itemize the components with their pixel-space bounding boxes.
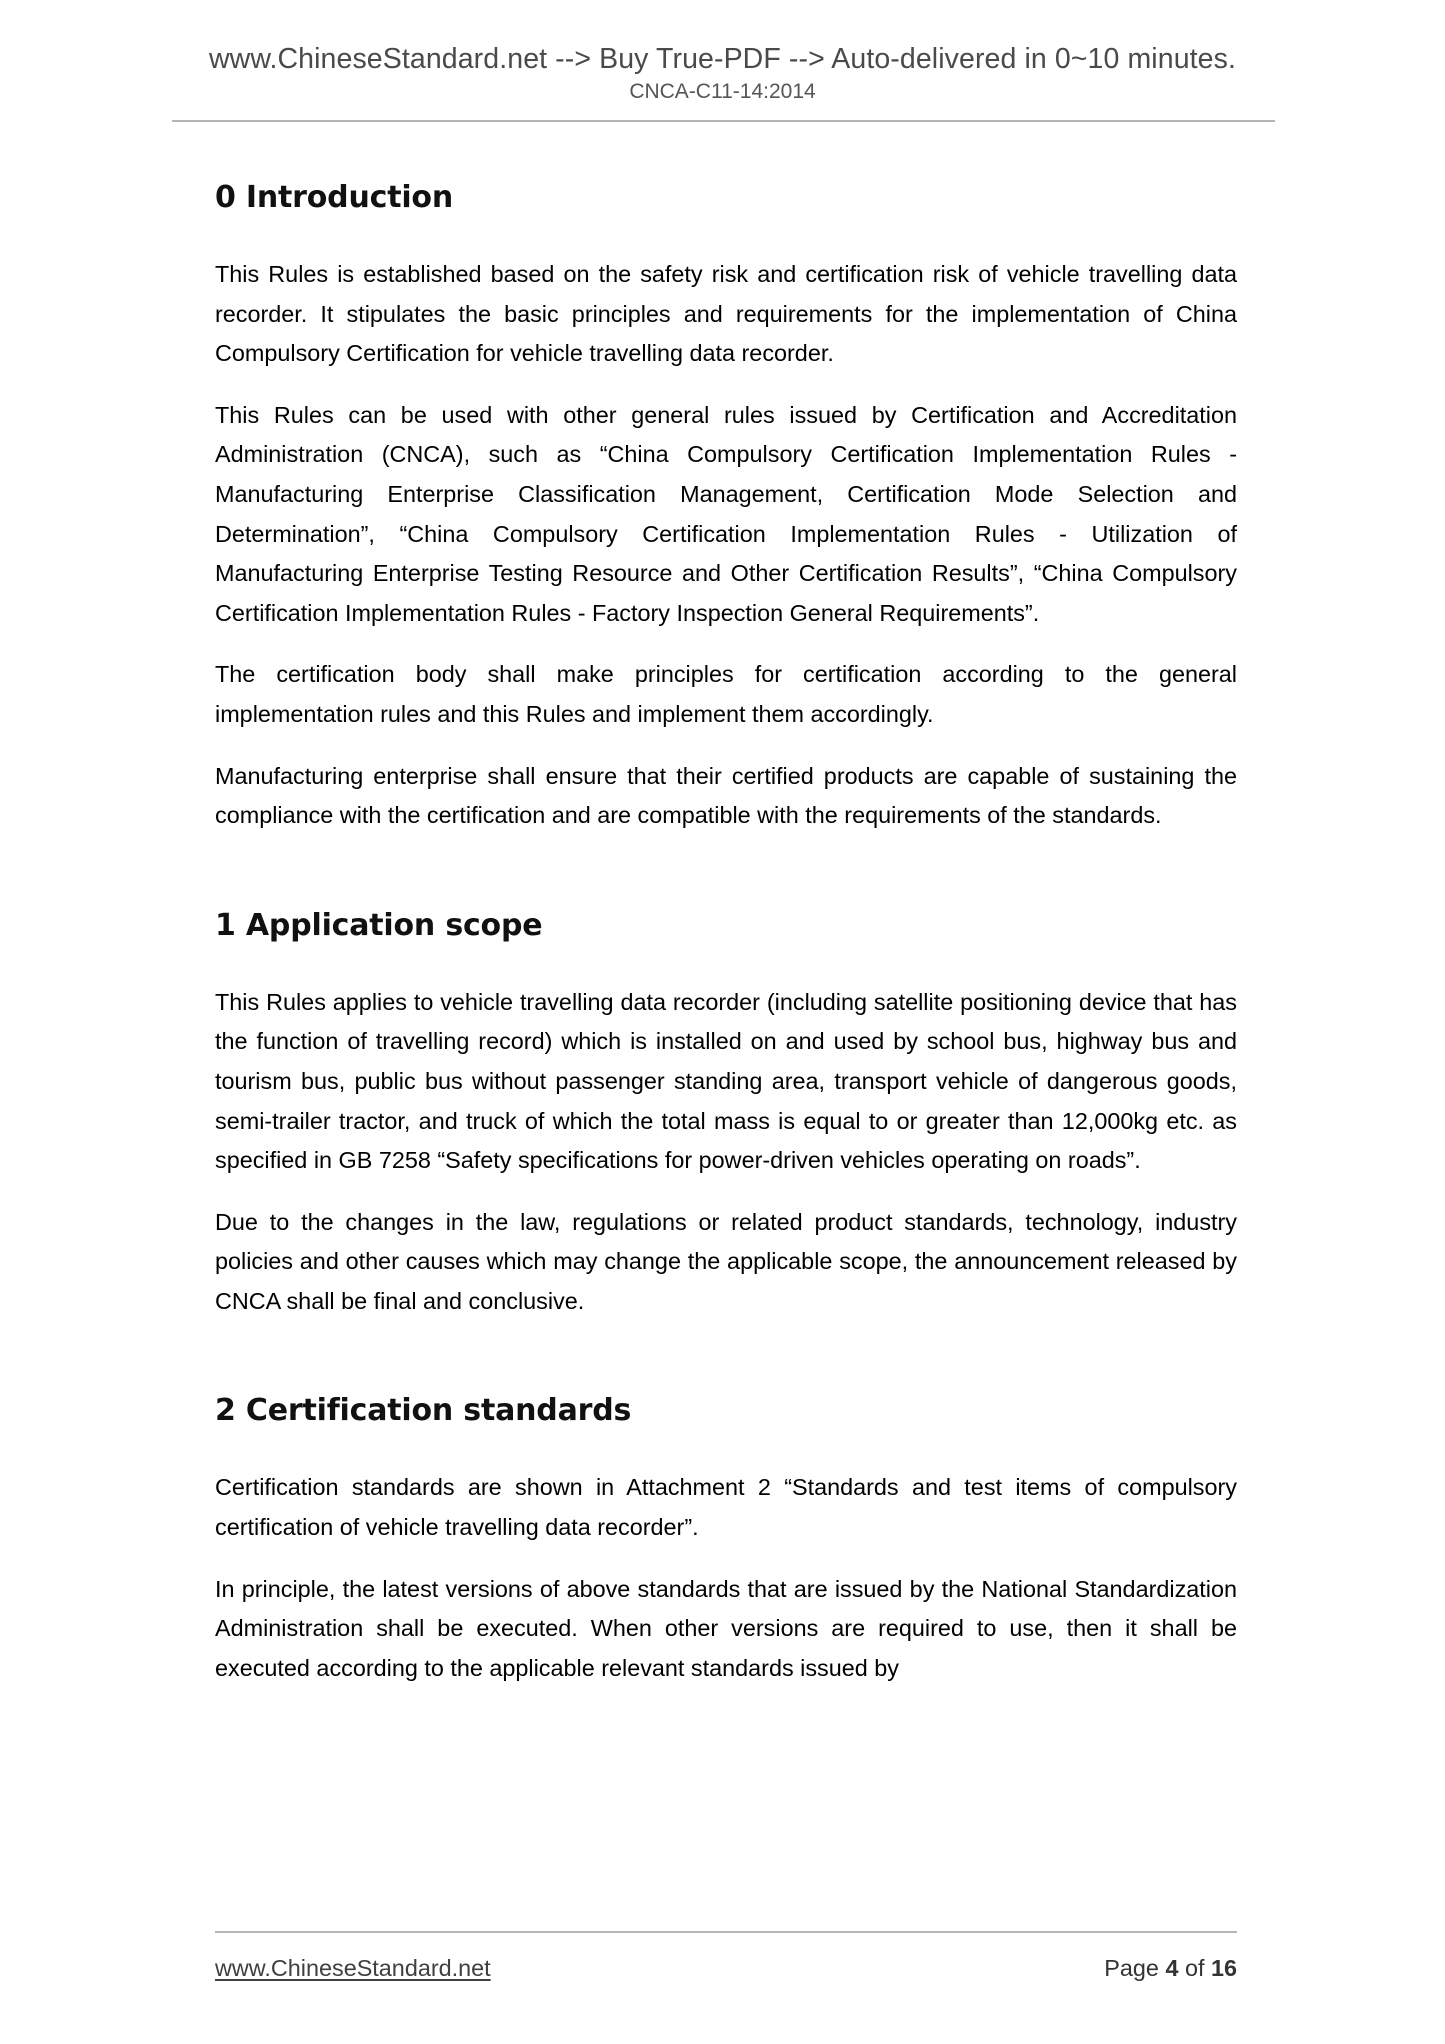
- paragraph-standards-2: In principle, the latest versions of above standards that are issued by the National Standardization Administration shall be executed. When other versions are required to use, then it shall be executed according to the applicable relevant standards issued by: [215, 1575, 1237, 1681]
- paragraph-standards-1: Certification standards are shown in Attachment 2 “Standards and test items of compulsory certification of vehicle travelling data recorder”.: [215, 1474, 1237, 1541]
- footer-website-link[interactable]: www.ChineseStandard.net: [215, 1955, 491, 1981]
- paragraph-intro-1: This Rules is established based on the safety risk and certification risk of vehicle travelling data recorder. It stipulates the basic principles and requirements for the implementation of China Compulsory Certification for vehicle travelling data recorder.: [215, 261, 1237, 367]
- page-header: [0, 0, 1445, 105]
- paragraph-intro-3: The certification body shall make principles for certification according to the general implementation rules and this Rules and implement them accordingly.: [215, 661, 1237, 727]
- paragraph-intro-4: Manufacturing enterprise shall ensure that their certified products are capable of sustaining the compliance with the certification and are compatible with the requirements of the standards.: [215, 762, 1237, 829]
- footer-page-of: of: [1184, 1955, 1205, 1981]
- section-heading-introduction: 0 Introduction: [215, 180, 453, 215]
- footer-page-total: 16: [1210, 1955, 1237, 1981]
- section-application-scope: [215, 906, 1237, 945]
- footer-page-indicator: [1104, 1955, 1237, 1982]
- section-introduction: [215, 178, 1237, 217]
- footer-page-prefix: Page: [1104, 1955, 1159, 1981]
- footer-row: [215, 1955, 1237, 1982]
- footer-divider: [215, 1931, 1237, 1933]
- header-promo-text: www.ChineseStandard.net --> Buy True-PDF --> Auto-delivered in 0~10 minutes.: [209, 43, 1236, 75]
- page-footer: [215, 1931, 1237, 1982]
- document-body: [215, 178, 1237, 1688]
- section-certification-standards: [215, 1391, 1237, 1430]
- paragraph-scope-1: This Rules applies to vehicle travelling data recorder (including satellite positioning device that has the function of travelling record) which is installed on and used by school bus, highway bus and tourism bus, public bus without passenger standing area, transport vehicle of dangerous goods, semi-trailer tractor, and truck of which the total mass is equal to or greater than 12,000kg etc. as specified in GB 7258 “Safety specifications for power-driven vehicles operating on roads”.: [215, 988, 1237, 1174]
- paragraph-intro-2: This Rules can be used with other general rules issued by Certification and Accreditation Administration (CNCA), such as “China Compulsory Certification Implementation Rules - Manufacturing Enterprise Classification Management, Certification Mode Selection and Determination”, “China Compulsory Certification Implementation Rules - Utilization of Manufacturing Enterprise Testing Resource and Other Certification Results”, “China Compulsory Certification Implementation Rules - Factory Inspection General Requirements”.: [215, 401, 1237, 626]
- section-heading-application-scope: 1 Application scope: [215, 907, 543, 943]
- header-document-id: CNCA-C11-14:2014: [629, 79, 816, 103]
- footer-page-number: 4: [1165, 1955, 1179, 1981]
- header-divider: [172, 120, 1275, 122]
- section-heading-certification-standards: 2 Certification standards: [215, 1393, 632, 1429]
- paragraph-scope-2: Due to the changes in the law, regulations or related product standards, technology, industry policies and other causes which may change the applicable scope, the announcement released by CNCA shall be final and conclusive.: [215, 1208, 1237, 1314]
